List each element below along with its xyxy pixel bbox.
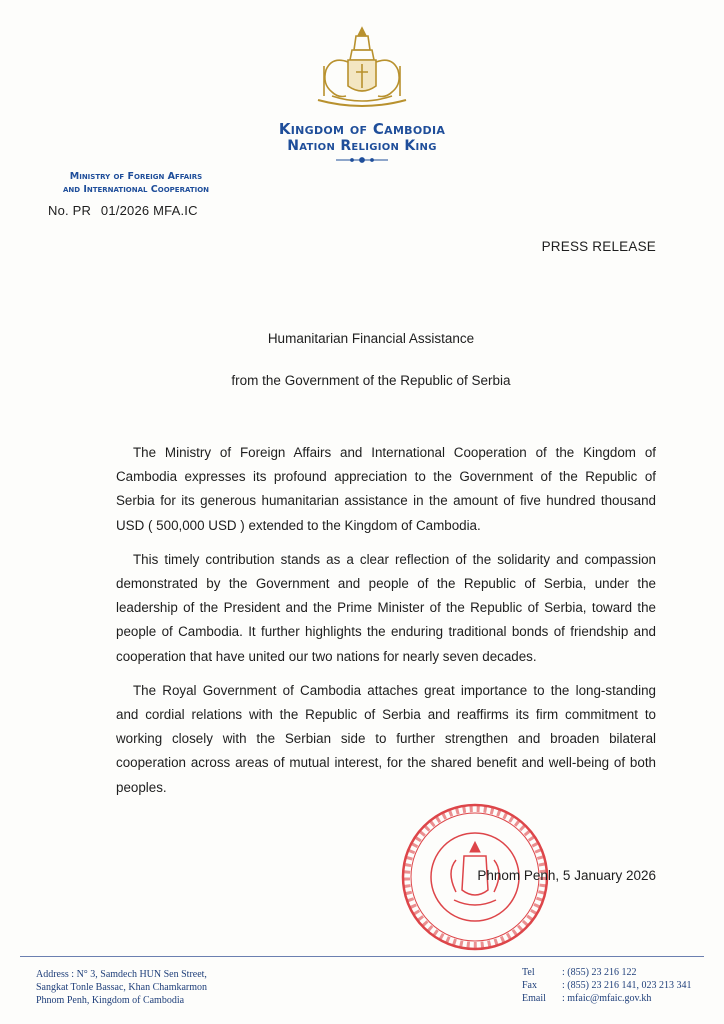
ministry-name [36,170,236,196]
paragraph-3: The Royal Government of Cambodia attaches great importance to the long-standing and cordial relations with the Republic of Serbia and reaffirms its firm commitment to working closely with the Serbian side to further strengthen and broaden bilateral cooperation across areas of mutual interest, for the shared benefit and well-being of both peoples. [116,682,656,795]
royal-arms-emblem-icon [312,26,412,114]
tel-value: : (855) 23 216 122 [562,967,637,978]
email-row [522,992,691,1005]
fax-value: : (855) 23 216 141, 023 213 341 [562,980,692,991]
tel-row [522,966,691,979]
ministry-line-1: Ministry of Foreign Affairs [69,171,203,182]
address-line-2: Sangkat Tonle Bassac, Khan Chamkarmon [36,982,208,993]
dateline: Phnom Penh, 5 January 2026 [477,868,656,883]
divider-ornament-icon [334,156,390,164]
fax-label: Fax [522,980,537,991]
address-line-1 [36,968,207,981]
paragraph-2: This timely contribution stands as a clear reflection of the solidarity and compassion demonstrated by the Government and people of the Republic of Serbia, under the leadership of the President and the Prime Minister of the Republic of Serbia, toward the people of Cambodia. It further highlights the enduring traditional bonds of friendship and cooperation that have united our two nations for nearly seven decades. [116,551,656,664]
reference-value: 01/2026 MFA.IC [100,203,198,218]
address-label: Address : [36,969,75,980]
ministry-line-2: and International Cooperation [62,184,210,195]
tel-label: Tel [522,967,535,978]
document-type: PRESS RELEASE [541,239,656,254]
email-value[interactable]: : mfaic@mfaic.gov.kh [562,993,652,1004]
footer-address [36,968,207,1007]
email-label: Email [522,993,546,1004]
reference-number [48,203,204,218]
title-line-2: from the Government of the Republic of Serbia [231,373,511,388]
address-street: N° 3, Samdech HUN Sen Street, [76,969,207,980]
motto-heading: Nation Religion King [287,138,437,154]
footer-divider [20,956,704,957]
kingdom-heading: Kingdom of Cambodia [278,120,446,138]
paragraph-1: The Ministry of Foreign Affairs and International Cooperation of the Kingdom of Cambodia expresses its profound appreciation to the Government of the Republic of Serbia for its generous humanitarian assistance in the amount of five hundred thousand USD ( 500,000 USD ) extended to the Kingdom of Cambodia. [116,445,656,533]
reference-prefix: No. PR [48,203,92,218]
fax-row [522,979,691,992]
body-text [116,441,656,810]
footer-contact [522,966,691,1005]
address-line-3: Phnom Penh, Kingdom of Cambodia [36,995,185,1006]
title-line-1: Humanitarian Financial Assistance [267,331,475,346]
